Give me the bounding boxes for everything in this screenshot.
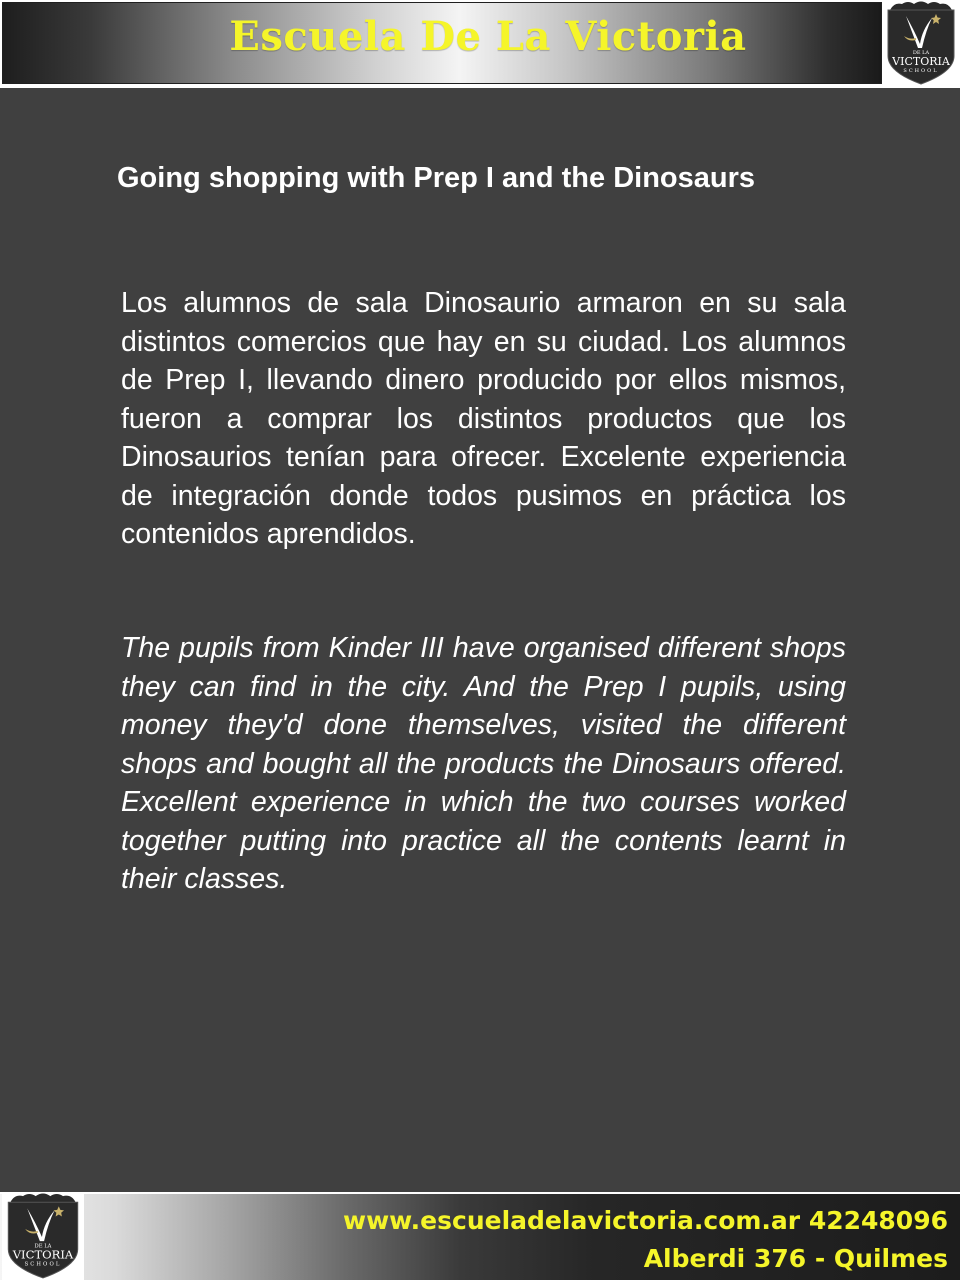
victoria-crest-icon bbox=[2, 1192, 84, 1280]
crest-lettering-main: VICTORIA bbox=[892, 55, 950, 68]
slide-title: Going shopping with Prep I and the Dinosaurs bbox=[117, 162, 756, 194]
footer-address: Alberdi 376 - Quilmes bbox=[643, 1244, 948, 1273]
slide-content bbox=[0, 88, 960, 1192]
school-name-title: Escuela De La Victoria bbox=[229, 13, 747, 60]
victoria-crest-icon bbox=[882, 0, 960, 86]
crest-lettering-main: VICTORIA bbox=[12, 1247, 74, 1262]
header-logo bbox=[882, 0, 960, 86]
header-banner bbox=[0, 0, 960, 88]
crest-lettering-bottom: SCHOOL bbox=[903, 68, 939, 74]
footer-logo bbox=[2, 1192, 84, 1280]
paragraph-spanish: Los alumnos de sala Dinosaurio armaron en su sala distintos comercios que hay en su ciudad. Los alumnos de Prep I, llevando dinero producido por ellos mismos, fueron a comprar los distintos productos que los Dinosaurios tenían para ofrecer. Excelente experiencia de integración donde todos pusimos en práctica los contenidos aprendidos. bbox=[121, 287, 846, 550]
crest-lettering-top: DE LA bbox=[34, 1243, 52, 1250]
footer-banner bbox=[0, 1192, 960, 1280]
footer-website-phone: www.escueladelavictoria.com.ar 42248096 bbox=[342, 1206, 948, 1235]
crest-lettering-bottom: SCHOOL bbox=[24, 1261, 62, 1268]
paragraph-english: The pupils from Kinder III have organised different shops they can find in the city. And the Prep I pupils, using money they'd done themselves, visited the different shops and bought all the products the Dinosaurs offered. Excellent experience in which the two courses worked together putting into practice all the contents learnt in their classes. bbox=[121, 632, 846, 895]
crest-lettering-top: DE LA bbox=[912, 50, 930, 56]
